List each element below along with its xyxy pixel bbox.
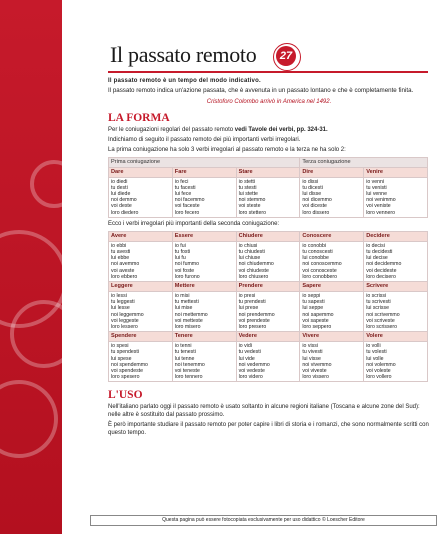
verb-form: voi leggeste [111,317,139,324]
verb-forms [172,342,236,382]
verb-form: voi teneste [174,367,200,374]
second-conjugation-intro: Ecco i verbi irregolari più importanti della seconda coniugazione: [108,220,280,227]
verb-header: Chiudere [236,231,300,241]
top-margin [62,0,445,44]
verb-form: loro vissero [302,374,329,381]
verb-form: noi venimmo [366,197,396,204]
verb-header: Vedere [236,332,300,342]
verb-forms [172,177,236,217]
page-title: Il passato remoto [110,42,257,67]
verb-forms [364,177,428,217]
verb-form: io ebbi [111,242,127,249]
verb-forms [172,291,236,331]
verb-form: lui decise [366,255,388,262]
verb-form: io diedi [111,178,128,185]
verb-header: Spendere [109,332,173,342]
verb-forms [109,342,173,382]
verb-form: loro presero [238,323,267,330]
verb-form: voi veniste [366,203,391,210]
verb-form: noi facemmo [174,197,205,204]
verb-form: tu sapesti [302,299,325,306]
verb-form: loro scrissero [366,323,398,330]
verb-form: lui mise [174,305,193,312]
verb-form: lui seppe [302,305,324,312]
verb-form: voi metteste [174,317,203,324]
verb-form: loro stettero [238,209,266,216]
verb-form: lui diede [111,190,131,197]
verb-forms [364,342,428,382]
verb-header: Scrivere [364,281,428,291]
verb-forms [236,177,300,217]
verb-form: loro dissero [302,209,330,216]
group-first-conjugation: Prima coniugazione [109,157,300,167]
verb-form: noi stemmo [238,197,266,204]
verb-table-second [108,231,428,383]
verb-table-first-third [108,157,428,218]
verb-form: voi prendeste [238,317,270,324]
uso-text-1: Nell'italiano parlato oggi il passato remoto è usato soltanto in alcune regioni italiane (Toscana e alcune zone del Sud): nelle altre è sostituito dal passato prossimo. [108,404,420,419]
verb-form: tu stesti [238,184,257,191]
intro-text: Il passato remoto indica un'azione passata, che è avvenuta in un passato lontano e che è completamente finita. [108,87,414,94]
verb-form: tu spendesti [111,349,139,356]
verb-form: voi spendeste [111,367,144,374]
verb-form: voi vedeste [238,367,265,374]
verb-form: noi conoscemmo [302,261,342,268]
verb-header: Prendere [236,281,300,291]
left-decorative-band [0,0,62,534]
verb-header: Fare [172,167,236,177]
verb-forms [109,241,173,281]
verb-forms [109,177,173,217]
verb-form: tu venisti [366,184,387,191]
verb-form: loro conobbero [302,273,337,280]
group-third-conjugation: Terza coniugazione [300,157,428,167]
verb-form: tu facesti [174,184,196,191]
verb-header: Vivere [300,332,364,342]
verb-form: loro ebbero [111,273,138,280]
verb-form: tu prendesti [238,299,266,306]
verb-form: noi scrivemmo [366,311,400,318]
verb-form: tu desti [111,184,128,191]
main-content [108,76,430,437]
verb-form: lui conobbe [302,255,329,262]
page-number-badge: 27 [276,46,296,66]
verb-form: loro seppero [302,323,332,330]
forma-line1-text: Per le coniugazioni regolari del passato remoto [108,126,235,133]
verb-form: tu conoscesti [302,248,333,255]
verb-form: noi avemmo [111,261,140,268]
verb-form: lui visse [302,355,321,362]
verb-form: noi sapemmo [302,311,334,318]
verb-form: voi chiudeste [238,267,269,274]
verb-form: noi leggemmo [111,311,144,318]
verb-header: Avere [109,231,173,241]
verb-forms [364,291,428,331]
footer-note: Questa pagina può essere fotocopiata esclusivamente per uso didattico © Loescher Editore [90,515,437,526]
verb-form: lui tenne [174,355,195,362]
verb-forms [236,342,300,382]
verb-form: lui vide [238,355,255,362]
verb-form: voi voleste [366,367,391,374]
verb-form: io dissi [302,178,319,185]
verb-form: tu chiudesti [238,248,265,255]
verb-form: voi viveste [302,367,327,374]
forma-line1 [108,126,430,134]
verb-form: io seppi [302,292,321,299]
verb-form: lui ebbe [111,255,130,262]
uso-text-2: È però importante studiare il passato remoto per poter capire i libri di storia e i romanzi, che sono normalmente scritti con questo tempo. [108,422,429,437]
verb-form: tu dicesti [302,184,323,191]
intro-example: Cristoforo Colombo arrivò in America nel 1492. [206,98,332,105]
verb-form: io chiusi [238,242,258,249]
verb-forms [300,177,364,217]
verb-form: loro spesero [111,374,140,381]
verb-header: Mettere [172,281,236,291]
verb-form: noi vivemmo [302,361,332,368]
uso-heading: L'USO [108,389,143,402]
verb-forms [300,291,364,331]
verb-header: Tenere [172,332,236,342]
verb-form: io fui [174,242,186,249]
verb-header: Decidere [364,231,428,241]
verb-form: io venni [366,178,385,185]
intro-subhead: Il passato remoto è un tempo del modo indicativo. [108,78,261,84]
verb-form: lui lesse [111,305,130,312]
verb-forms [172,241,236,281]
verb-header: Conoscere [300,231,364,241]
verb-forms [364,241,428,281]
verb-form: voi deste [111,203,132,210]
verb-header: Volere [364,332,428,342]
verb-forms [236,241,300,281]
verb-form: lui prese [238,305,259,312]
verb-form: noi volemmo [366,361,396,368]
verb-form: io stetti [238,178,256,185]
verb-form: io misi [174,292,190,299]
verb-form: noi demmo [111,197,137,204]
verb-forms [109,291,173,331]
verb-form: tu decidesti [366,248,393,255]
verb-form: io volli [366,343,381,350]
verb-form: loro diedero [111,209,139,216]
verb-form: tu vivesti [302,349,323,356]
verb-form: voi aveste [111,267,135,274]
verb-form: tu vedesti [238,349,261,356]
verb-form: lui spese [111,355,132,362]
verb-form: loro lessero [111,323,138,330]
forma-line3: La prima coniugazione ha solo 3 verbi irregolari al passato remoto e la terza ne ha solo 2: [108,146,346,153]
verb-form: noi mettemmo [174,311,208,318]
verb-form: io feci [174,178,189,185]
verb-form: tu leggesti [111,299,135,306]
verb-form: loro vennero [366,209,396,216]
verb-form: lui venne [366,190,387,197]
title-bar [62,42,445,68]
verb-form: io vissi [302,343,318,350]
verb-form: noi prendemmo [238,311,275,318]
verb-form: voi steste [238,203,261,210]
verb-form: loro furono [174,273,200,280]
verb-form: noi decidemmo [366,261,402,268]
verb-form: lui volle [366,355,384,362]
verb-form: tu tenesti [174,349,196,356]
verb-forms [300,342,364,382]
verb-form: loro videro [238,374,263,381]
forma-heading: LA FORMA [108,111,170,124]
verb-form: lui stette [238,190,258,197]
verb-form: io lessi [111,292,127,299]
verb-header: Dire [300,167,364,177]
verb-form: noi chiudemmo [238,261,274,268]
verb-form: loro chiusero [238,273,269,280]
verb-forms [236,291,300,331]
title-rule [108,71,428,73]
forma-line2: Indichiamo di seguito il passato remoto dei più importanti verbi irregolari. [108,136,301,143]
verb-form: io decisi [366,242,385,249]
verb-form: loro misero [174,323,201,330]
verb-form: io vidi [238,343,252,350]
verb-form: loro decisero [366,273,396,280]
forma-line1-ref: vedi Tavole dei verbi, pp. 324-31. [234,126,328,133]
verb-form: tu avesti [111,248,131,255]
verb-form: voi diceste [302,203,327,210]
verb-form: tu scrivesti [366,299,391,306]
verb-form: noi dicemmo [302,197,332,204]
verb-form: tu volesti [366,349,387,356]
verb-form: lui fece [174,190,192,197]
verb-form: io scrissi [366,292,387,299]
verb-form: loro fecero [174,209,200,216]
verb-form: noi vedemmo [238,361,270,368]
verb-form: voi faceste [174,203,200,210]
verb-form: noi fummo [174,261,200,268]
verb-form: voi decideste [366,267,397,274]
verb-form: voi sapeste [302,317,329,324]
verb-form: tu mettesti [174,299,199,306]
verb-form: lui fu [174,255,186,262]
verb-form: lui disse [302,190,322,197]
verb-form: noi spendemmo [111,361,148,368]
verb-header: Dare [109,167,173,177]
verb-form: voi scriveste [366,317,395,324]
verb-header: Essere [172,231,236,241]
verb-forms [300,241,364,281]
verb-form: io spesi [111,343,129,350]
verb-form: loro tennero [174,374,203,381]
verb-form: io tenni [174,343,192,350]
verb-header: Venire [364,167,428,177]
verb-form: voi foste [174,267,195,274]
verb-form: voi conosceste [302,267,337,274]
verb-form: noi tenemmo [174,361,205,368]
verb-form: tu fosti [174,248,191,255]
verb-header: Sapere [300,281,364,291]
verb-form: lui scrisse [366,305,389,312]
verb-header: Leggere [109,281,173,291]
verb-form: io conobbi [302,242,327,249]
verb-header: Stare [236,167,300,177]
verb-form: lui chiuse [238,255,261,262]
verb-form: io presi [238,292,256,299]
verb-form: loro vollero [366,374,392,381]
